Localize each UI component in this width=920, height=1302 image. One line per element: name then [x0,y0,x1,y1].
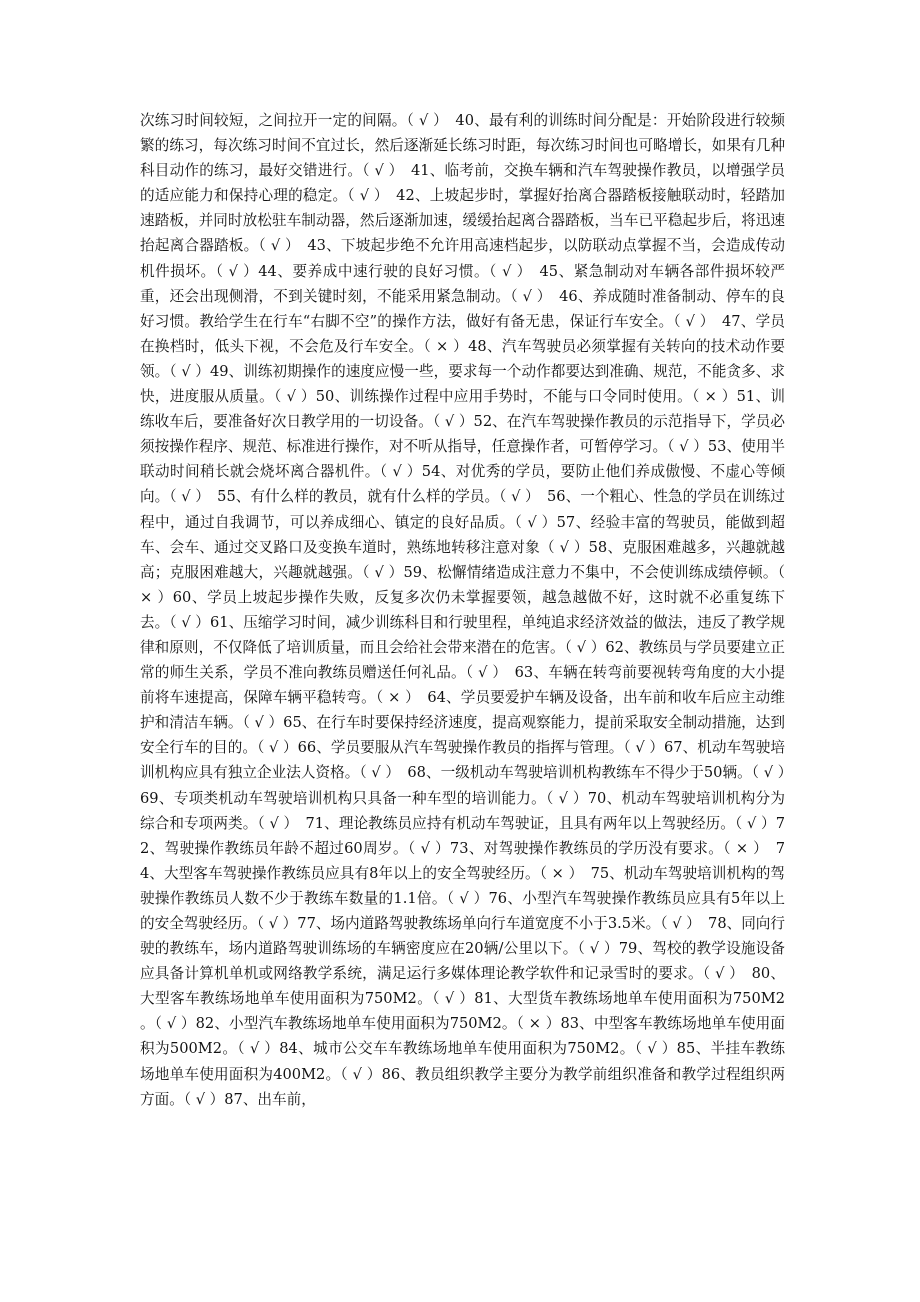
document-page [140,108,785,1112]
body-paragraph: 次练习时间较短，之间拉开一定的间隔。（ √ ） 40、最有利的训练时间分配是：开始阶段进行较频繁的练习，每次练习时间不宜过长，然后逐渐延长练习时距，每次练习时间也可略增长，如果有几种科目动作的练习，最好交错进行。（ √ ） 41、临考前，交换车辆和汽车驾驶操作教员，以增强学员的适应能力和保持心理的稳定。（ √ ） 42、上坡起步时，掌握好抬离合器踏板接触联动时，轻踏加速踏板，并同时放松驻车制动器，然后逐渐加速，缓缓抬起离合器踏板，当车已平稳起步后，将迅速抬起离合器踏板。（ √ ） 43、下坡起步绝不允许用高速档起步，以防联动点掌握不当，会造成传动机件损坏。（ √ ）44、要养成中速行驶的良好习惯。（ √ ） 45、紧急制动对车辆各部件损坏较严重，还会出现侧滑，不到关键时刻，不能采用紧急制动。（ √ ） 46、养成随时准备制动、停车的良好习惯。教给学生在行车“右脚不空”的操作方法，做好有备无患，保证行车安全。（ √ ） 47、学员在换档时，低头下视，不会危及行车安全。（ × ）48、汽车驾驶员必须掌握有关转向的技术动作要领。（ √ ）49、训练初期操作的速度应慢一些，要求每一个动作都要达到准确、规范，不能贪多、求快，进度服从质量。（ √ ）50、训练操作过程中应用手势时，不能与口令同时使用。（ × ）51、训练收车后，要准备好次日教学用的一切设备。（ √ ）52、在汽车驾驶操作教员的示范指导下，学员必须按操作程序、规范、标准进行操作，对不听从指导，任意操作者，可暂停学习。（ √ ）53、使用半联动时间稍长就会烧坏离合器机件。（ √ ）54、对优秀的学员，要防止他们养成傲慢、不虚心等倾向。（ √ ） 55、有什么样的教员，就有什么样的学员。（ √ ） 56、一个粗心、性急的学员在训练过程中，通过自我调节，可以养成细心、镇定的良好品质。（ √ ）57、经验丰富的驾驶员，能做到超车、会车、通过交叉路口及变换车道时，熟练地转移注意对象（ √ ）58、克服困难越多，兴趣就越高；克服困难越大，兴趣就越强。（ √ ）59、松懈情绪造成注意力不集中，不会使训练成绩停顿。（ × ）60、学员上坡起步操作失败，反复多次仍未掌握要领，越急越做不好，这时就不必重复练下去。（ √ ）61、压缩学习时间，减少训练科目和行驶里程，单纯追求经济效益的做法，违反了教学规律和原则，不仅降低了培训质量，而且会给社会带来潜在的危害。（ √ ）62、教练员与学员要建立正常的师生关系，学员不准向教练员赠送任何礼品。（ √ ） 63、车辆在转弯前要视转弯角度的大小提前将车速提高，保障车辆平稳转弯。（ × ） 64、学员要爱护车辆及设备，出车前和收车后应主动维护和清洁车辆。（ √ ）65、在行车时要保持经济速度，提高观察能力，提前采取安全制动措施，达到安全行车的目的。（ √ ）66、学员要服从汽车驾驶操作教员的指挥与管理。（ √ ）67、机动车驾驶培训机构应具有独立企业法人资格。（ √ ） 68、一级机动车驾驶培训机构教练车不得少于50辆。（ √ ）69、专项类机动车驾驶培训机构只具备一种车型的培训能力。（ √ ）70、机动车驾驶培训机构分为综合和专项两类。（ √ ） 71、理论教练员应持有机动车驾驶证，且具有两年以上驾驶经历。（ √ ）72、驾驶操作教练员年龄不超过60周岁。（ √ ）73、对驾驶操作教练员的学历没有要求。（ × ） 74、大型客车驾驶操作教练员应具有8年以上的安全驾驶经历。（ × ） 75、机动车驾驶培训机构的驾驶操作教练员人数不少于教练车数量的1.1倍。（ √ ）76、小型汽车驾驶操作教练员应具有5年以上的安全驾驶经历。（ √ ）77、场内道路驾驶教练场单向行车道宽度不小于3.5米。（ √ ） 78、同向行驶的教练车，场内道路驾驶训练场的车辆密度应在20辆/公里以下。（ √ ）79、驾校的教学设施设备应具备计算机单机或网络教学系统，满足运行多媒体理论教学软件和记录雪时的要求。（ √ ） 80、大型客车教练场地单车使用面积为750M2。（ √ ）81、大型货车教练场地单车使用面积为750M2 。（ √ ）82、小型汽车教练场地单车使用面积为750M2。（ × ）83、中型客车教练场地单车使用面积为500M2。（ √ ）84、城市公交车车教练场地单车使用面积为750M2。（ √ ）85、半挂车教练场地单车使用面积为400M2。（ √ ）86、教员组织教学主要分为教学前组织准备和教学过程组织两方面。（ √ ）87、出车前， [140,112,785,1108]
